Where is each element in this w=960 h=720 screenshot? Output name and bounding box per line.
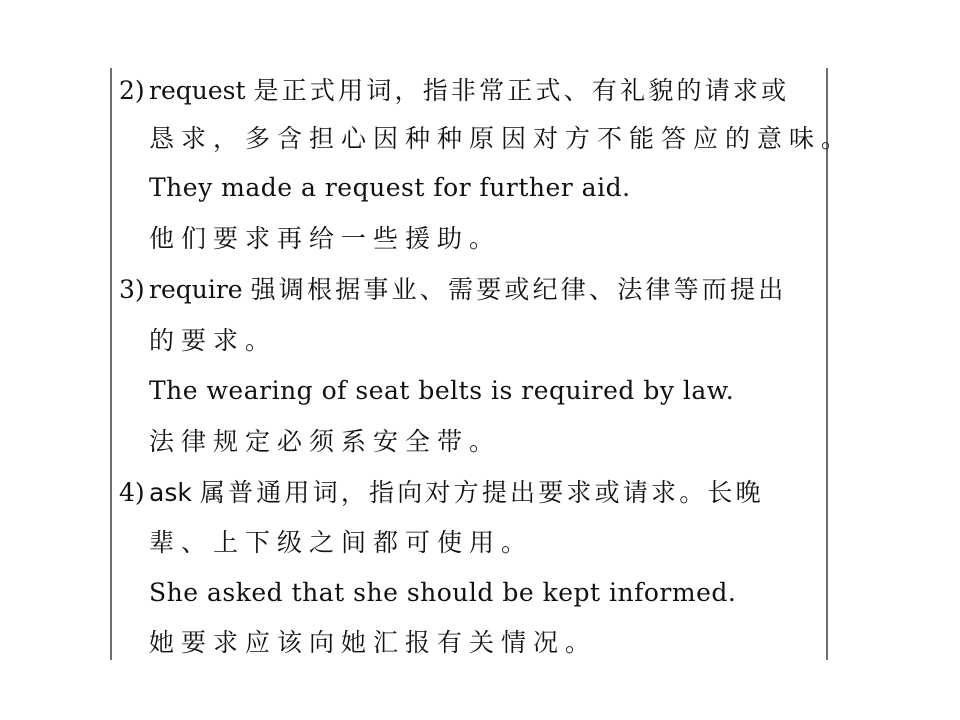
example-chinese: 法律规定必须系安全带。 — [149, 427, 502, 456]
definition-continuation: 的要求。 — [149, 326, 278, 355]
definition-text: 属普通用词，指向对方提出要求或请求。长晚 — [199, 478, 764, 507]
item-definition — [149, 273, 786, 307]
example-english: She asked that she should be kept informed. — [149, 578, 737, 607]
item-number: 4) — [119, 478, 145, 507]
term-ask: ask — [149, 478, 192, 507]
item-number: 2) — [119, 76, 145, 105]
term-require: require — [149, 275, 243, 304]
example-chinese: 她要求应该向她汇报有关情况。 — [149, 628, 598, 657]
definition-continuation: 恳求，多含担心因种种原因对方不能答应的意味。 — [149, 124, 854, 153]
content-box — [110, 68, 854, 660]
term-request: request — [149, 76, 246, 105]
definition-text: 强调根据事业、需要或纪律、法律等而提出 — [250, 275, 787, 304]
item-number: 3) — [119, 275, 145, 304]
definition-text: 是正式用词，指非常正式、有礼貌的请求或 — [253, 76, 790, 105]
item-definition — [149, 74, 789, 108]
example-english: They made a request for further aid. — [149, 173, 631, 202]
example-english: The wearing of seat belts is required by law. — [149, 376, 735, 405]
item-definition — [149, 476, 764, 510]
example-chinese: 他们要求再给一些援助。 — [149, 224, 502, 253]
definition-continuation: 辈、上下级之间都可使用。 — [149, 528, 534, 557]
